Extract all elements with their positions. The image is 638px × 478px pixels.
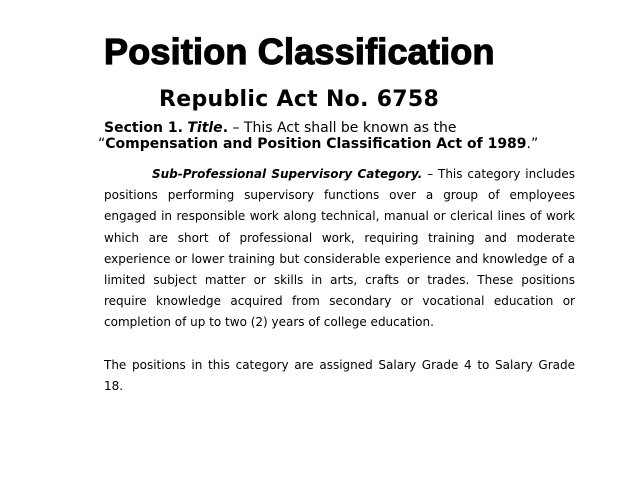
salary-grade-paragraph: The positions in this category are assigned Salary Grade 4 to Salary Grade 18. (104, 357, 575, 393)
section-label: Section 1. (104, 120, 183, 136)
body-text (104, 164, 575, 397)
section-text: – This Act shall be known as the (228, 120, 457, 136)
act-name: Compensation and Position Classification Act of 1989 (105, 136, 527, 152)
section-heading-line (104, 120, 457, 137)
act-close-quote: .” (526, 136, 539, 152)
act-number-heading: Republic Act No. 6758 (159, 87, 440, 112)
category-paragraph (104, 164, 575, 334)
act-name-line (98, 136, 538, 153)
section-title-word: Title (187, 120, 223, 136)
category-name: Sub-Professional Supervisory Category (152, 167, 418, 181)
category-description: – This category includes positions performing supervisory functions over a group of employees engaged in responsible work along technical, manual or clerical lines of work which are short of professional work, requiring training and moderate experience or lower training but considerable experience and knowledge of a limited subject matter or skills in arts, crafts or trades. These positions require knowledge acquired from secondary or vocational education or completion of up to two (2) years of college education. (104, 167, 575, 330)
act-open-quote: “ (98, 136, 106, 152)
category-name-dot: . (417, 167, 423, 181)
section-title-dot: . (222, 120, 229, 136)
slide-title: Position Classification (104, 31, 495, 72)
